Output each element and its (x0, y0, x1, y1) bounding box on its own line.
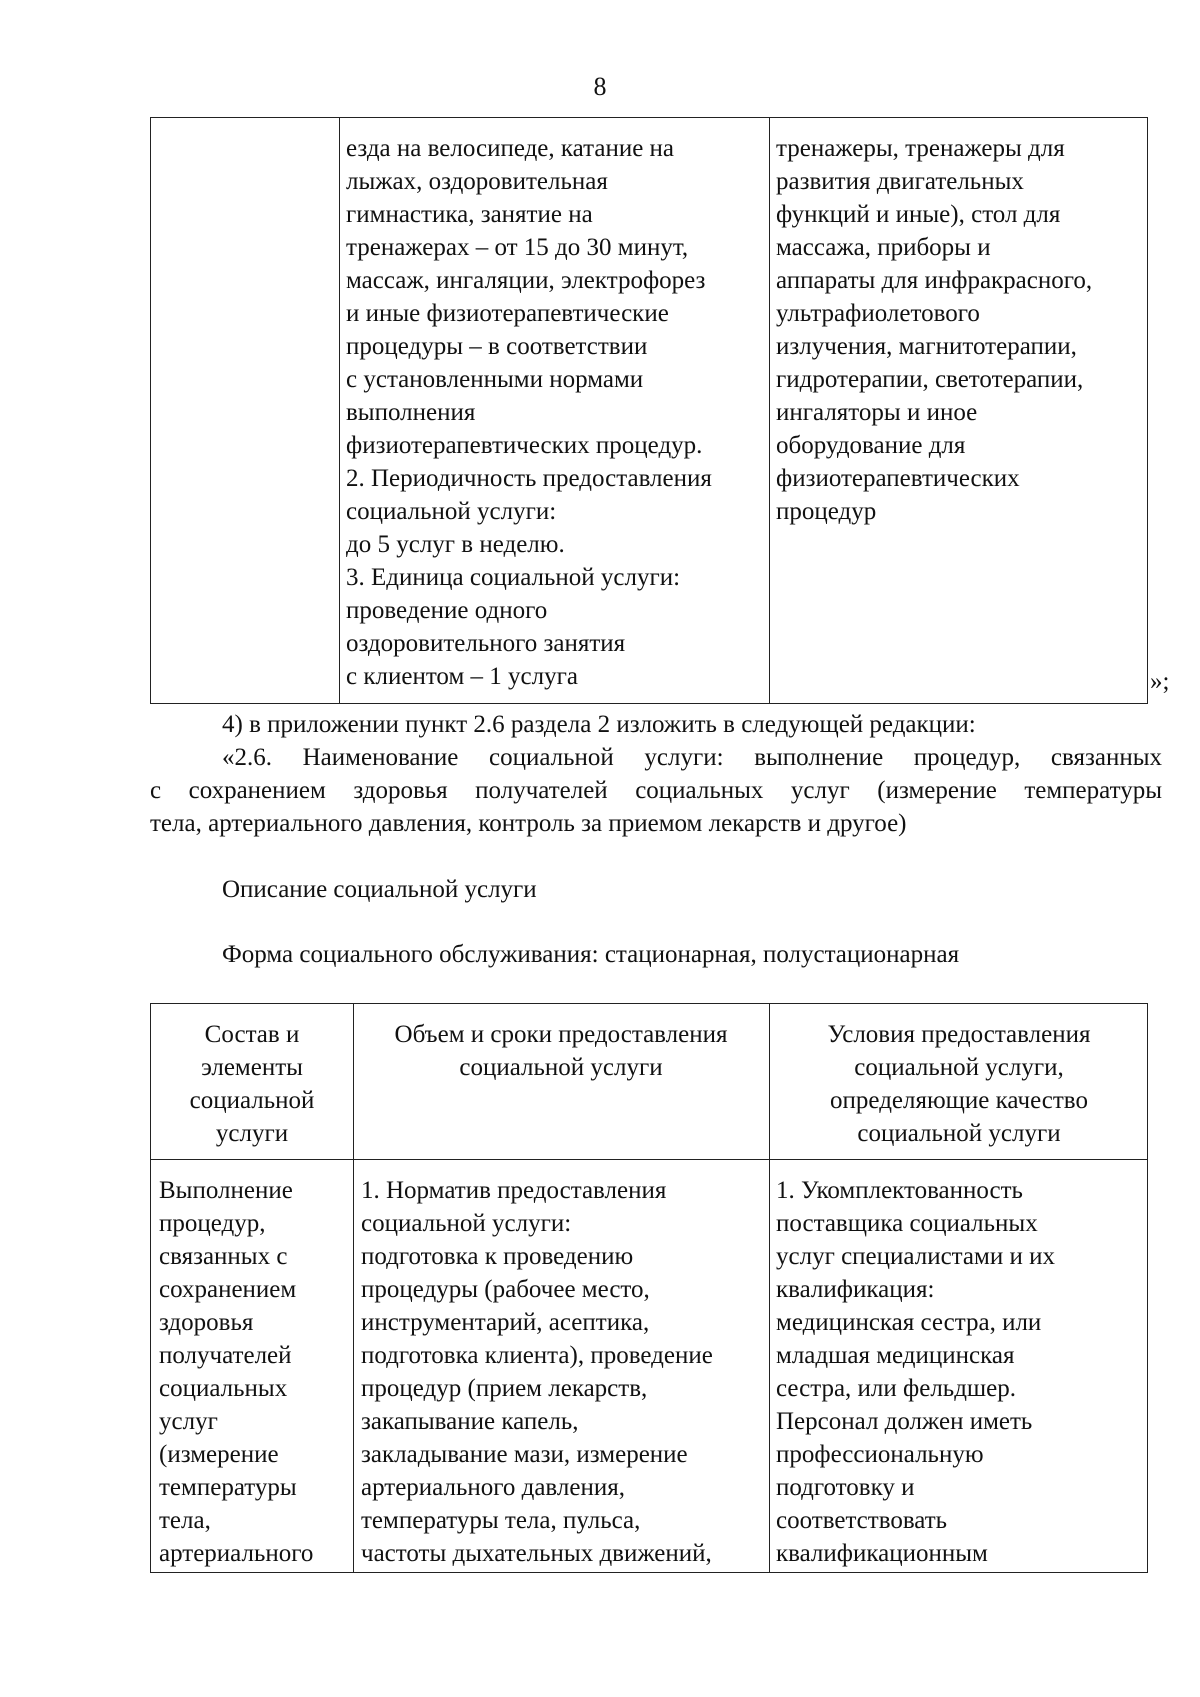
cell-line: тренажерах – от 15 до 30 минут, (346, 234, 689, 261)
cell-line: закладывание мази, измерение (361, 1441, 688, 1468)
cell-line: профессиональную (776, 1441, 984, 1468)
cell-line: сохранением (159, 1276, 297, 1303)
cell-line: массажа, приборы и (776, 234, 991, 261)
cell-line: Условия предоставления (827, 1021, 1091, 1048)
cell-line: медицинская сестра, или (776, 1309, 1042, 1336)
cell-line: подготовку и (776, 1474, 915, 1501)
cell-line: с клиентом – 1 услуга (346, 663, 578, 690)
cell-line: поставщика социальных (776, 1210, 1038, 1237)
cell-line: лыжах, оздоровительная (346, 168, 608, 195)
cell-line: выполнения (346, 399, 476, 426)
cell-line: Выполнение (159, 1177, 293, 1204)
cell-line: с установленными нормами (346, 366, 644, 393)
cell-line: функций и иные), стол для (776, 201, 1061, 228)
cell-line: оздоровительного занятия (346, 630, 626, 657)
cell-line: и иные физиотерапевтические (346, 300, 669, 327)
paragraph-line: с сохранением здоровья получателей социальных услуг (измерение температуры (150, 777, 1162, 804)
cell-line: массаж, ингаляции, электрофорез (346, 267, 706, 294)
cell-line: физиотерапевтических процедур. (346, 432, 703, 459)
table-cell-volume-terms (361, 1174, 713, 1570)
table-column-divider (339, 118, 340, 703)
cell-line: подготовка к проведению (361, 1243, 634, 1270)
table-header-divider (151, 1159, 1147, 1160)
service-description-table (150, 1003, 1148, 1573)
cell-line: определяющие качество (830, 1087, 1088, 1114)
cell-line: процедур, (159, 1210, 266, 1237)
page-number: 8 (593, 72, 607, 101)
cell-line: здоровья (159, 1309, 254, 1336)
cell-line: 2. Периодичность предоставления (346, 465, 712, 492)
cell-line: оборудование для (776, 432, 966, 459)
cell-line: процедуры (рабочее место, (361, 1276, 650, 1303)
cell-line: 1. Укомплектованность (776, 1177, 1023, 1204)
cell-line: температуры (159, 1474, 297, 1501)
cell-line: 3. Единица социальной услуги: (346, 564, 681, 591)
paragraph-line: «2.6. Наименование социальной услуги: выполнение процедур, связанных (222, 744, 1162, 771)
cell-line: (измерение (159, 1441, 279, 1468)
service-form-line: Форма социального обслуживания: стационарная, полустационарная (222, 941, 960, 968)
cell-line: услуг специалистами и их (776, 1243, 1055, 1270)
cell-line: гидротерапии, светотерапии, (776, 366, 1084, 393)
services-table-continuation (150, 117, 1148, 704)
cell-line: до 5 услуг в неделю. (346, 531, 565, 558)
cell-line: Персонал должен иметь (776, 1408, 1033, 1435)
cell-line: соответствовать (776, 1507, 948, 1534)
cell-line: гимнастика, занятие на (346, 201, 593, 228)
cell-line: процедуры – в соответствии (346, 333, 648, 360)
table-column-divider (769, 118, 770, 703)
cell-line: артериального (159, 1540, 314, 1567)
cell-line: социальной услуги (459, 1054, 663, 1081)
cell-line: квалификация: (776, 1276, 935, 1303)
cell-line: артериального давления, (361, 1474, 625, 1501)
cell-line: физиотерапевтических (776, 465, 1020, 492)
cell-line: услуги (215, 1120, 289, 1147)
cell-line: процедур (776, 498, 877, 525)
cell-line: элементы (201, 1054, 303, 1081)
cell-line: социальной услуги, (854, 1054, 1064, 1081)
table-cell-composition (159, 1174, 313, 1570)
cell-line: развития двигательных (776, 168, 1024, 195)
cell-line: тренажеры, тренажеры для (776, 135, 1065, 162)
table-cell-volume-terms (346, 132, 712, 693)
cell-line: Состав и (204, 1021, 300, 1048)
cell-line: социальной услуги: (361, 1210, 572, 1237)
paragraph-line: тела, артериального давления, контроль за приемом лекарств и другое) (150, 810, 907, 837)
cell-line: аппараты для инфракрасного, (776, 267, 1093, 294)
amendment-paragraph-4: 4) в приложении пункт 2.6 раздела 2 изложить в следующей редакции: (222, 711, 976, 738)
description-heading: Описание социальной услуги (222, 876, 537, 903)
cell-line: Объем и сроки предоставления (394, 1021, 728, 1048)
cell-line: младшая медицинская (776, 1342, 1015, 1369)
cell-line: излучения, магнитотерапии, (776, 333, 1077, 360)
cell-line: ингаляторы и иное (776, 399, 978, 426)
cell-line: подготовка клиента), проведение (361, 1342, 713, 1369)
cell-line: социальных (159, 1375, 288, 1402)
cell-line: социальной услуги (857, 1120, 1061, 1147)
table-cell-conditions (776, 132, 1092, 528)
cell-line: ультрафиолетового (776, 300, 980, 327)
cell-line: социальной (189, 1087, 315, 1114)
cell-line: услуг (159, 1408, 218, 1435)
table-header-volume-terms (353, 1018, 769, 1084)
cell-line: социальной услуги: (346, 498, 557, 525)
cell-line: получателей (159, 1342, 292, 1369)
cell-line: процедур (прием лекарств, (361, 1375, 648, 1402)
cell-line: температуры тела, пульса, (361, 1507, 641, 1534)
amendment-paragraph-2-6 (150, 741, 1162, 840)
table-cell-conditions (776, 1174, 1055, 1570)
table-column-divider (353, 1004, 354, 1572)
cell-line: сестра, или фельдшер. (776, 1375, 1017, 1402)
cell-line: езда на велосипеде, катание на (346, 135, 675, 162)
cell-line: частоты дыхательных движений, (361, 1540, 712, 1567)
cell-line: проведение одного (346, 597, 548, 624)
cell-line: 1. Норматив предоставления (361, 1177, 667, 1204)
cell-line: закапывание капель, (361, 1408, 579, 1435)
table-header-composition (151, 1018, 353, 1150)
table-header-conditions (769, 1018, 1149, 1150)
cell-line: квалификационным (776, 1540, 988, 1567)
cell-line: инструментарий, асептика, (361, 1309, 650, 1336)
cell-line: связанных с (159, 1243, 288, 1270)
closing-quote: »; (1150, 668, 1170, 695)
cell-line: тела, (159, 1507, 211, 1534)
